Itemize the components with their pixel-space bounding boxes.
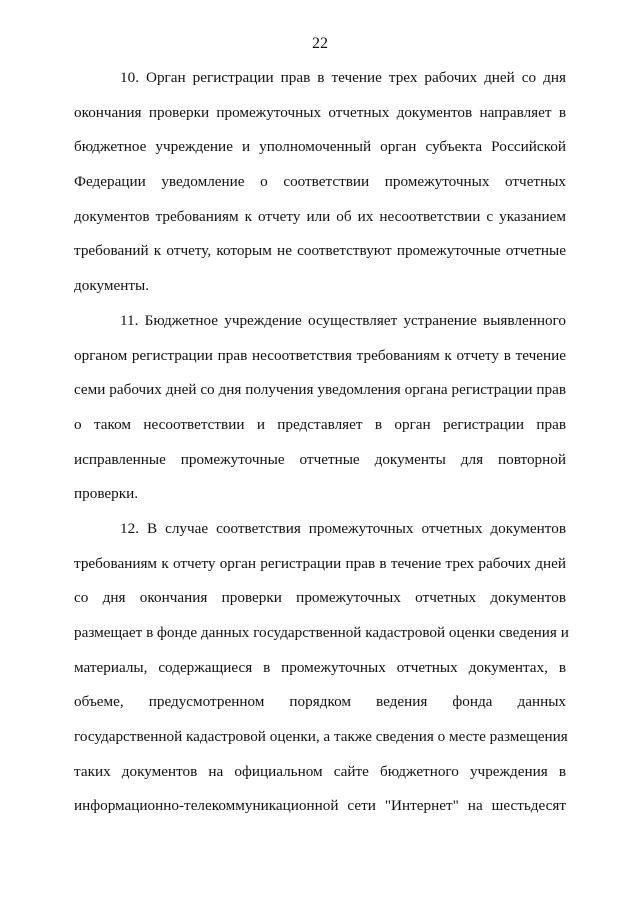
text-line: материалы, содержащиеся в промежуточных отчетных документах, в (74, 658, 566, 676)
text-line: требованиям к отчету орган регистрации прав в течение трех рабочих дней (74, 554, 566, 572)
paragraph-11 (74, 304, 566, 512)
text-line: документов требованиям к отчету или об их несоответствии с указанием (74, 207, 566, 225)
paragraph-10 (74, 61, 566, 304)
text-line: размещает в фонде данных государственной кадастровой оценки сведения и (74, 624, 569, 641)
text-line: документы. (74, 277, 149, 295)
text-line: требований к отчету, которым не соответствуют промежуточные отчетные (74, 242, 566, 260)
text-line: органом регистрации прав несоответствия требованиям к отчету в течение (74, 346, 566, 364)
text-line: бюджетное учреждение и уполномоченный орган субъекта Российской (74, 138, 566, 156)
text-line: информационно-телекоммуникационной сети "Интернет" на шестьдесят (74, 797, 566, 815)
text-line: 12. В случае соответствия промежуточных отчетных документов (120, 519, 566, 537)
text-line: 11. Бюджетное учреждение осуществляет устранение выявленного (120, 311, 566, 329)
text-line: объеме, предусмотренном порядком ведения фонда данных (74, 693, 566, 711)
text-line: окончания проверки промежуточных отчетных документов направляет в (74, 103, 566, 121)
text-line: государственной кадастровой оценки, а также сведения о месте размещения (74, 728, 568, 746)
page-number: 22 (312, 35, 328, 52)
text-line: о таком несоответствии и представляет в орган регистрации прав (74, 415, 566, 433)
paragraph-12 (74, 512, 569, 824)
text-line: исправленные промежуточные отчетные документы для повторной (74, 450, 566, 468)
text-line: со дня окончания проверки промежуточных отчетных документов (74, 589, 566, 607)
text-line: Федерации уведомление о соответствии промежуточных отчетных (74, 173, 566, 191)
text-line: таких документов на официальном сайте бюджетного учреждения в (74, 762, 566, 780)
text-line: семи рабочих дней со дня получения уведомления органа регистрации прав (74, 381, 566, 399)
text-line: проверки. (74, 485, 139, 503)
document-body (74, 61, 569, 824)
text-line: 10. Орган регистрации прав в течение трех рабочих дней со дня (120, 69, 566, 86)
